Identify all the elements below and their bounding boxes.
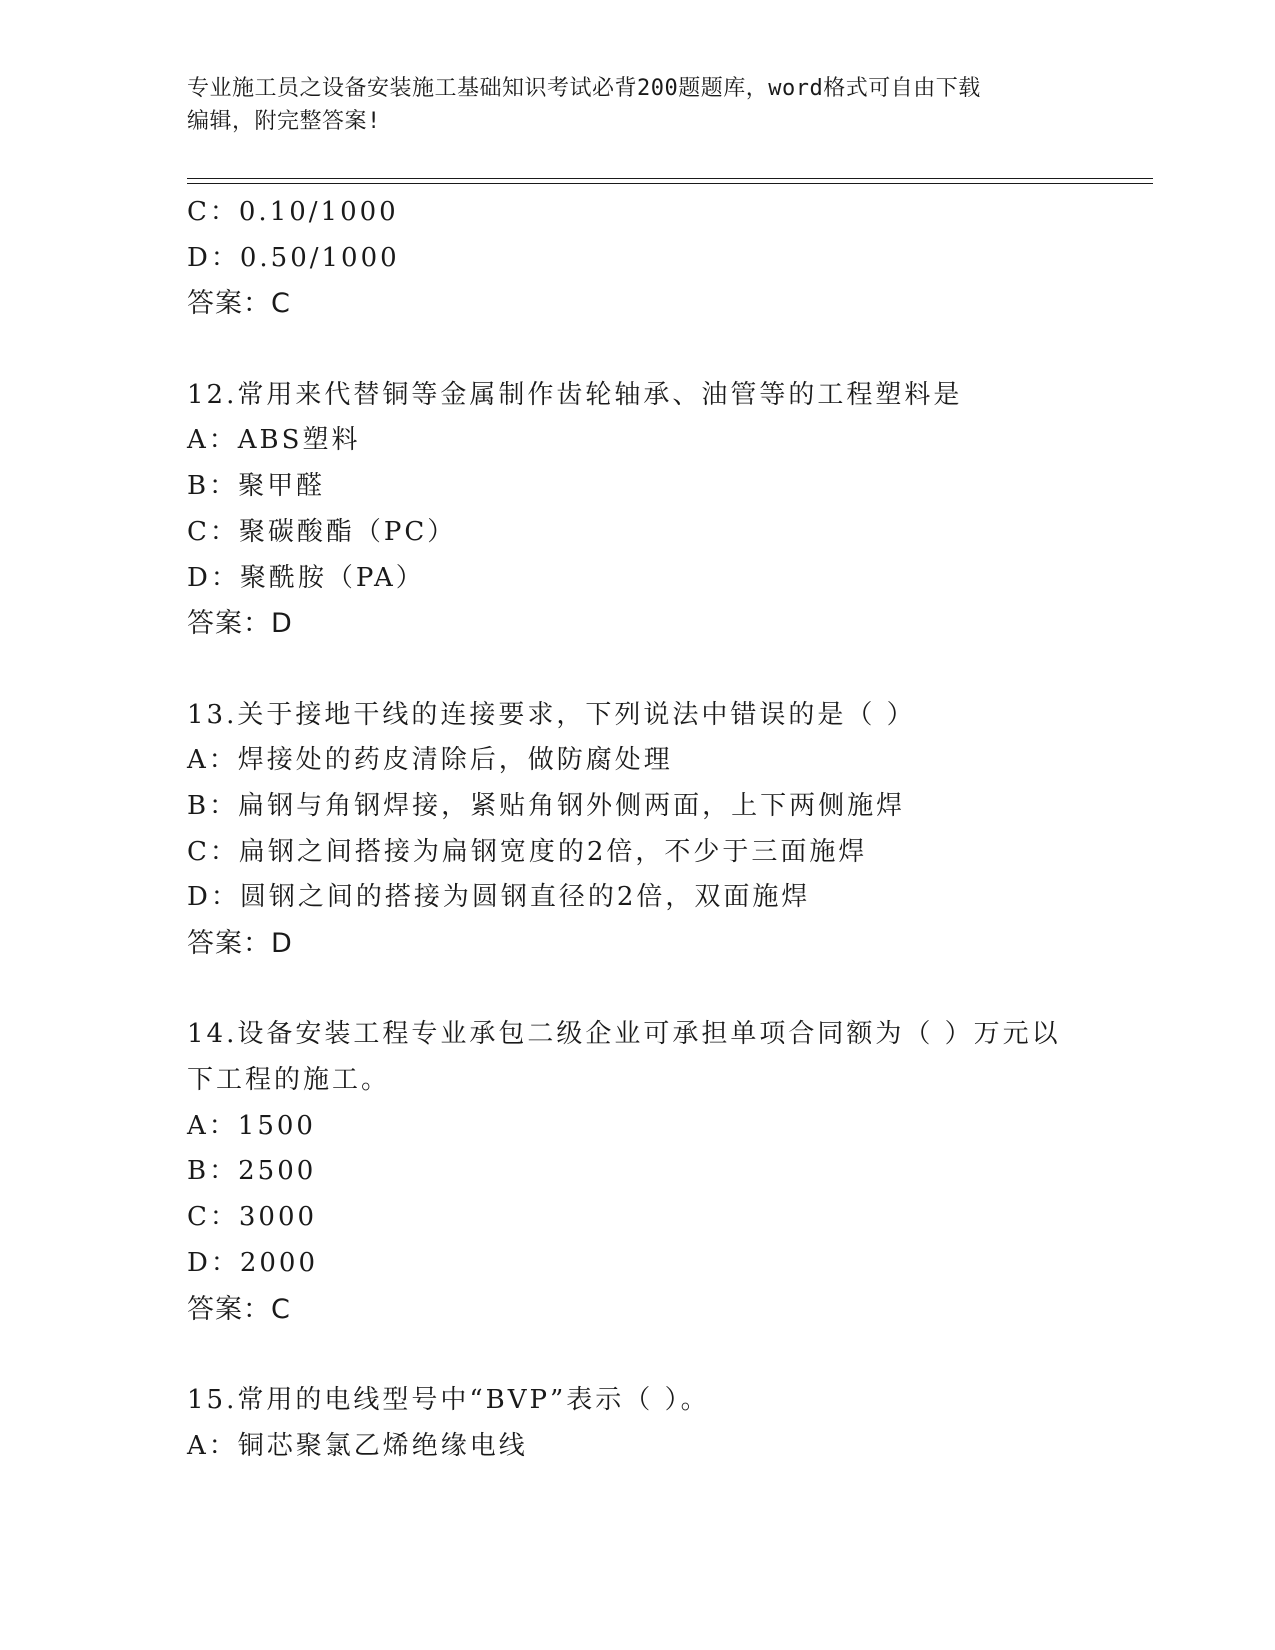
answer-label: 答案：D — [187, 928, 293, 959]
question-stem: 13.关于接地干线的连接要求，下列说法中错误的是（ ） — [187, 699, 916, 730]
option-c: C：聚碳酸酯（PC） — [187, 516, 457, 547]
question-stem-line-2: 下工程的施工。 — [187, 1065, 391, 1096]
header-title-line-1: 专业施工员之设备安装施工基础知识考试必背200题题库，word格式可自由下载 — [187, 76, 981, 101]
option-d: D：圆钢之间的搭接为圆钢直径的2倍，双面施焊 — [187, 882, 811, 913]
option-a: A：焊接处的药皮清除后，做防腐处理 — [187, 745, 673, 776]
document-header — [187, 72, 1067, 138]
option-b: B：聚甲醛 — [187, 471, 326, 502]
header-divider-top — [187, 178, 1153, 179]
option-d: D：0.50/1000 — [187, 242, 400, 273]
spacer — [187, 1332, 1147, 1378]
question-13 — [187, 693, 1147, 967]
answer-label: 答案：C — [187, 1293, 291, 1325]
question-14 — [187, 1012, 1147, 1332]
spacer — [187, 647, 1147, 693]
question-stem: 15.常用的电线型号中“BVP”表示（ ）。 — [187, 1384, 710, 1415]
option-b: B：2500 — [187, 1156, 317, 1187]
question-11-tail — [187, 190, 1147, 327]
header-title-line-2: 编辑，附完整答案! — [187, 109, 381, 134]
spacer — [187, 967, 1147, 1013]
question-list — [187, 190, 1147, 1469]
option-c: C：扁钢之间搭接为扁钢宽度的2倍，不少于三面施焊 — [187, 836, 868, 867]
option-a: A：铜芯聚氯乙烯绝缘电线 — [187, 1430, 528, 1461]
option-a: A：ABS塑料 — [187, 425, 361, 456]
option-c: C：0.10/1000 — [187, 197, 399, 227]
question-stem: 12.常用来代替铜等金属制作齿轮轴承、油管等的工程塑料是 — [187, 379, 963, 410]
question-stem-line-1: 14.设备安装工程专业承包二级企业可承担单项合同额为（ ）万元以 — [187, 1019, 1061, 1050]
option-c: C：3000 — [187, 1202, 318, 1233]
answer-label: 答案：C — [187, 288, 291, 320]
question-12 — [187, 373, 1147, 647]
option-a: A：1500 — [187, 1110, 316, 1141]
option-b: B：扁钢与角钢焊接，紧贴角钢外侧两面，上下两侧施焊 — [187, 790, 906, 821]
question-15 — [187, 1378, 1147, 1469]
header-divider-bottom — [187, 183, 1153, 184]
option-d: D：聚酰胺（PA） — [187, 562, 425, 593]
spacer — [187, 327, 1147, 373]
option-d: D：2000 — [187, 1247, 319, 1278]
answer-label: 答案：D — [187, 608, 293, 640]
